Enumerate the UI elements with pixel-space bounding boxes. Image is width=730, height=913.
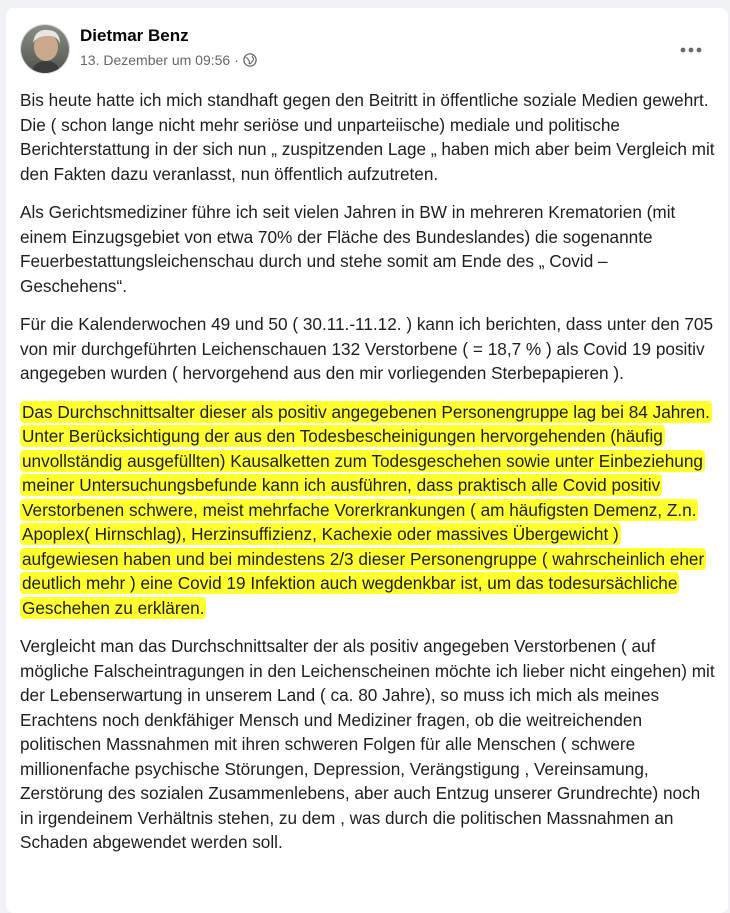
highlighted-text: Das Durchschnittsalter dieser als positiv angegebenen Personengruppe lag bei 84 Jahren. Unter Berücksichtigung der aus den Todesbescheinigungen hervorgehenden (häufig unvollständig ausgefüllten) Kausalketten zum Todesgeschehen sowie unter Einbeziehung meiner Untersuchungsbefunde kann ich ausführen, dass praktisch alle Covid positiv Verstorbenen schwere, meist mehrfache Vorerkrankungen ( am häufigsten Demenz, Z.n. Apoplex( Hirnschlag), Herzinsuffizienz, Kachexie oder massives Übergewicht ) aufgewiesen haben und bei mindestens 2/3 dieser Personengruppe ( wahrscheinlich eher deutlich mehr ) eine Covid 19 Infektion auch wegdenkbar ist, um das todesursächliche Geschehen zu erklären. — [22, 401, 710, 618]
author-name[interactable]: Dietmar Benz — [80, 26, 189, 45]
paragraph-2: Als Gerichtsmediziner führe ich seit vielen Jahren in BW in mehreren Krematorien (mit einem Einzugsgebiet von etwa 70% der Fläche des Bundeslandes) die sogenannte Feuerbestattungsleichenschau durch und stehe somit am Ende des „ Covid – Geschehens“. — [20, 202, 676, 296]
more-options-icon[interactable] — [676, 38, 706, 62]
post-meta — [80, 52, 257, 68]
avatar[interactable] — [20, 24, 70, 74]
paragraph-5: Vergleicht man das Durchschnittsalter der als positiv angegeben Verstorbenen ( auf mögliche Falscheintragungen in den Leichenscheinen möchte ich lieber nicht eingehen) mit der Lebenserwartung in unserem Land ( ca. 80 Jahre), so muss ich mich als meines Erachtens noch denkfähiger Mensch und Mediziner fragen, ob die weitreichenden politischen Massnahmen mit ihren schweren Folgen für alle Menschen ( schwere millionenfache psychische Störungen, Depression, Verängstigung , Vereinsamung, Zerstörung des sozialen Zusammenlebens, aber auch Entzug unserer Grundrechte) noch in irgendeinem Verhältnis stehen, zu dem , was durch die politischen Massnahmen an Schaden abgewendet werden soll. — [20, 636, 715, 852]
post-header — [20, 24, 714, 80]
post-card — [6, 8, 728, 913]
globe-icon[interactable] — [243, 53, 257, 67]
paragraph-4-highlighted — [20, 400, 718, 621]
paragraph-3: Für die Kalenderwochen 49 und 50 ( 30.11.-11.12. ) kann ich berichten, dass unter den 705 von mir durchgeführten Leichenschauen 132 Verstorbene ( = 18,7 % ) als Covid 19 positiv angegeben wurden ( hervorgehend aus den mir vorliegenden Sterbepapieren ). — [20, 314, 714, 383]
meta-separator: · — [234, 52, 239, 68]
post-body — [20, 88, 718, 869]
paragraph-1: Bis heute hatte ich mich standhaft gegen den Beitritt in öffentliche soziale Medien gewehrt. Die ( schon lange nicht mehr seriöse und unparteiische) mediale und politische Berichterstattung in der sich nun „ zuspitzenden Lage „ haben mich aber beim Vergleich mit den Fakten dazu veranlasst, nun öffentlich aufzutreten. — [20, 90, 715, 184]
profile-picture — [21, 25, 70, 74]
post-timestamp[interactable]: 13. Dezember um 09:56 — [80, 52, 231, 68]
